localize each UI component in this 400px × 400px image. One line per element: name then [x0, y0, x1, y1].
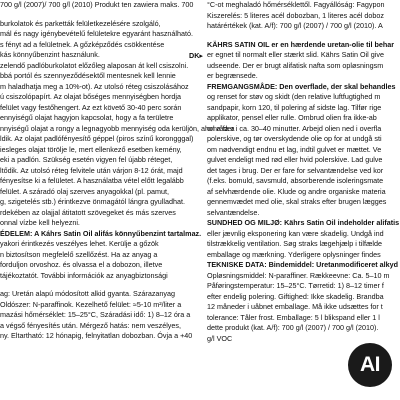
right-column-line: tolerance: Tåler frost. Emballage: 5 l blikspand eller 1 l — [207, 312, 380, 322]
right-column-line: Opløsningsmiddel: N-paraffiner. Rækkeevne: Ca. 5–10 m — [207, 270, 390, 280]
ai-badge-label: AI — [360, 353, 380, 376]
right-column-line: efter endelig polering. Giftighed: Ikke skadelig. Brandba — [207, 291, 384, 301]
right-column-line — [207, 32, 400, 40]
right-column-line: sandpapir, korn 120, til polering af sidste lag. Tilfør rige — [207, 102, 382, 112]
left-column-line: 700 g/l (2007)/ 700 g/l (2010) Produkt ten zawiera maks. 700 — [0, 0, 194, 9]
left-column-line: felület vagy festőhengert. Az ezt követő 30-40 perc során — [0, 102, 182, 112]
right-column-line: eller jævnlig eksponering kan være skadelig. Undgå ind — [207, 228, 384, 238]
right-column-line: határértékek (kat. A/f): 700 g/l (2007) / 700 g/l (2010). A — [207, 21, 383, 30]
right-column-line: applikator, pensel eller rulle. Ombrud olien fra ikke-ab — [207, 113, 377, 122]
left-column-line: yakori érintkezés veszélyes lehet. Kerülje a gőzök — [0, 239, 159, 248]
left-column-line: iesleges olajat törölje le, mert ellenkező esetben kemény, — [0, 144, 182, 154]
right-column-line: (f.eks. bomuld, savsmuld, absorberende isoleringsmate — [207, 176, 384, 185]
right-column-line: udseende. Der er brugt alifatisk nafta som opløsningsm — [207, 60, 384, 70]
right-column-line: Påføringstemperatur: 15–25°C. Tørretid: 1) 8–12 timer f — [207, 281, 384, 290]
right-column-line: og renset for støv og skidt (den relative luftfugtighed m — [207, 92, 381, 101]
left-column-line: onnal vízbe kell helyezni. — [0, 218, 80, 227]
right-column-line: dette produkt (kat. A/f): 700 g/l (2007) / 700 g/l (2010). — [207, 323, 379, 332]
left-column-line: mazási hőmérséklet: 15–25°C, Száradási idő: 1) 8–12 óra a — [0, 310, 191, 319]
left-column-line: felület. A száradó olaj szerves anyagokkal (pl. pamut, — [0, 186, 169, 196]
left-column-line: m haladhatja meg a 10%-ot). Az utolsó réteg csiszolásához — [0, 81, 189, 91]
left-column-line: ldik. Az olajat padlófényesítő géppel (piros színű korongggal) — [0, 134, 194, 143]
right-text-column — [207, 0, 400, 400]
left-column-line: ag: Uretán alapú módosított alkid gyanta. Szárazanyag — [0, 289, 176, 298]
left-column-line: kás könnyűbenzint használunk. — [0, 50, 100, 59]
right-column-line: g/l VOC — [207, 333, 233, 343]
left-column-line: nnyiségű olajat a rongy a legnagyobb mennyiség oda kerüljön, ahol a fa a — [0, 123, 235, 133]
left-column-line: n biztosítson megfelelő szellőzést. Ha az anyag a — [0, 249, 158, 259]
right-column-line: 12 måneder i uåbnet emballage. Må ikke udsættes for t — [207, 302, 383, 311]
left-column-line: Oldószer: N-paraffinok. Kezelhető felület: ≈5-10 m²/liter a — [0, 299, 182, 309]
left-column-line: eki a padlón. Szükség esetén vigyen fel újabb réteget, — [0, 155, 173, 164]
right-column-line: KÄHRS SATIN OIL er en hærdende uretan-olie til behar — [207, 39, 395, 49]
ai-badge-icon — [348, 343, 392, 387]
right-column-line: selvantændelse. — [207, 207, 260, 217]
right-column-line: gennemvædet med olie, skal straks efter brugen lægges — [207, 197, 387, 206]
left-column-line: burkolatok és parketták felületkezelésére szolgáló, — [0, 18, 161, 28]
right-column-line: områder i ca. 30–40 minutter. Arbejd olien ned i overfla — [207, 123, 382, 133]
right-column-line: om nødvendigt endnu et lag, indtil gulvet er mættet. Ve — [207, 144, 382, 154]
left-column-line — [0, 11, 192, 19]
left-column-line: tájékoztatót. További információk az anyagbiztonsági — [0, 270, 168, 280]
left-column-line: ÉDELEM: A Káhrs Satin Oil alifás könnyűbenzint tartalmaz. — [0, 228, 202, 238]
left-column-line: ny. Eltartható: 12 hónapig, felnyitatlan dobozban. Óvja a +40 — [0, 331, 193, 340]
right-column-line: tilstrækkelig ventilation. Søg straks lægehjælp i tilfælde — [207, 239, 382, 248]
right-column-line: er begrænsede. — [207, 71, 258, 80]
right-column-line: gulvet endeligt med rød eller hvid polerskive. Lad gulve — [207, 155, 383, 164]
left-column-line: ennyiségű olajat hagyjon kapcsolat, hogy a fa területre — [0, 113, 174, 122]
section-marker-dk: DK▸ — [189, 51, 203, 60]
right-column-line: det tages i brug. Der er fare for selvantændelse ved kor — [207, 165, 384, 175]
left-column-line: ltődik. Az utolsó réteg felvitele után várjon 8-12 órát, majd — [0, 165, 183, 175]
right-column-line: emballage og mærkning. Yderligere oplysninger findes — [207, 249, 381, 259]
left-column-line: ú csiszolópapírt. Az olajat bőséges mennyiségben hordja — [0, 92, 181, 101]
left-column-line — [0, 281, 192, 289]
right-column-line: er egnet til normalt eller stærkt slid. Kährs Satin Oil give — [207, 50, 384, 59]
left-column-line: rdekében az olajjal átitatott szövegeket és más szerves — [0, 207, 176, 217]
right-column-line: polerskive, og tør overskydende olie op for at undgå sti — [207, 134, 382, 143]
right-column-line: Kiszerelés: 5 literes acél dobozban, 1 literes acél doboz — [207, 10, 384, 20]
left-column-line: g, szigetelés stb.) érintkezve önmagától lángra gyulladhat. — [0, 197, 185, 206]
right-column-line: SUNDHED OG MILJØ: Kährs Satin Oil indeholder alifatis — [207, 218, 400, 227]
left-column-line: s fényt ad a felületnek. A gőzképződés csökkentése — [0, 39, 165, 49]
left-column-line: zelendő padlóburkolatot előzőleg alaposan át kell csiszolni. — [0, 60, 189, 70]
left-column-line: a végső fényesítés után. Mérgező hatás: nem veszélyes, — [0, 320, 181, 330]
right-column-line: FREMGANGSMÅDE: Den overflade, der skal behandles — [207, 81, 396, 91]
right-column-line: af selvhærdende olie. Klude og andre organiske materia — [207, 186, 386, 196]
left-column-line: forduljon orvoshoz. és olvassa el a dobozon, illetve — [0, 260, 163, 269]
right-column-line: TEKNISKE DATA: Bindemiddel: Uretanmodificeret alkyd — [207, 260, 399, 269]
left-column-line: mál és nagy igénybevételű felületekre egyaránt használható. — [0, 29, 193, 38]
left-column-line: bbá portól és szennyeződésektől mentesnek kell lennie — [0, 71, 176, 80]
right-column-line: °C-ot meghaladó hőmérséklettől. Fagyállóság: Fagypon — [207, 0, 385, 9]
left-column-line: fényesítse ki a felületet. A használatba vétel előtt legalább — [0, 176, 184, 185]
